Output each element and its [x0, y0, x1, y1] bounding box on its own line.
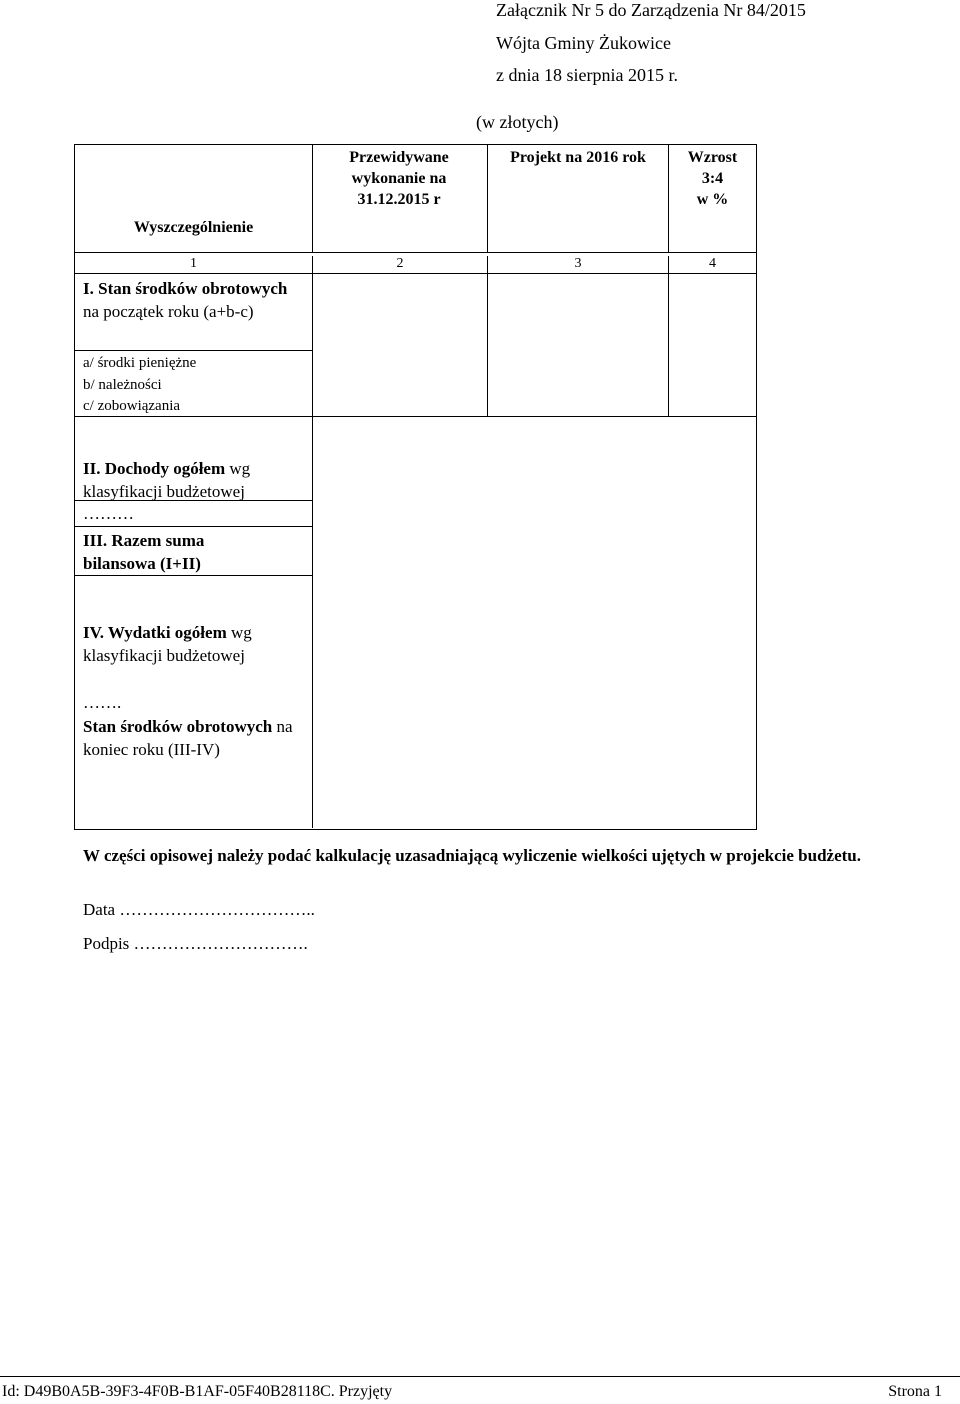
attachment-title: Załącznik Nr 5 do Zarządzenia Nr 84/2015 — [496, 0, 806, 20]
date-field-label: Data …………………………….. — [83, 900, 315, 919]
row-divider — [75, 526, 312, 527]
col-number: 2 — [313, 256, 488, 275]
col-header-label: 3:4 — [701, 170, 724, 187]
row-opening-balance — [75, 277, 303, 323]
signature-field-label: Podpis …………………………. — [83, 934, 308, 953]
currency-unit: (w złotych) — [476, 112, 559, 132]
col-number: 3 — [488, 256, 669, 275]
row-label: na koniec roku (III-IV) — [83, 717, 293, 759]
col-header-label: Wzrost — [687, 149, 738, 166]
col-number-row — [75, 253, 756, 274]
row-income-dots: ……… — [83, 504, 134, 523]
col-divider — [312, 416, 313, 828]
row-label: na początek roku (a+b-c) — [83, 302, 254, 321]
page-number: Strona 1 — [888, 1383, 942, 1400]
header-col-forecast — [313, 145, 488, 252]
row-divider — [75, 350, 312, 351]
row-liabilities: c/ zobowiązania — [83, 398, 181, 414]
header-table — [74, 144, 757, 253]
attachment-date: z dnia 18 sierpnia 2015 r. — [496, 65, 678, 85]
data-table — [74, 253, 757, 830]
attachment-issuer: Wójta Gminy Żukowice — [496, 33, 671, 53]
col-header-label: Wyszczególnienie — [133, 219, 254, 236]
col-header-label: Przewidywane wykonanie na 31.12.2015 r — [349, 149, 449, 208]
header-col-project — [488, 145, 669, 252]
col-header-label: Projekt na 2016 rok — [510, 149, 646, 166]
col-header-label: w % — [696, 191, 729, 208]
row-label-bold: IV. Wydatki ogółem — [83, 623, 227, 642]
row-receivables: b/ należności — [83, 377, 162, 393]
row-label-bold: I. Stan środków obrotowych — [83, 279, 288, 298]
row-label-bold: II. Dochody ogółem — [83, 459, 226, 478]
row-label: wg klasyfikacji budżetowej — [83, 623, 252, 665]
row-closing-balance — [75, 715, 293, 761]
row-cash: a/ środki pieniężne — [83, 355, 197, 371]
col-number: 1 — [75, 256, 313, 275]
row-label: wg klasyfikacji budżetowej — [83, 459, 251, 501]
row-divider — [75, 575, 312, 576]
instruction-note: W części opisowej należy podać kalkulację uzasadniającą wyliczenie wielkości ujętych w projekcie budżetu. — [83, 846, 862, 865]
row-income — [75, 457, 298, 503]
document-id: Id: D49B0A5B-39F3-4F0B-B1AF-05F40B28118C. Przyjęty — [2, 1383, 393, 1400]
row-expenses — [75, 621, 283, 667]
row-balance-total: III. Razem suma bilansowa (I+II) — [83, 531, 205, 573]
col-number: 4 — [709, 256, 716, 271]
row-expenses-dots: ……. — [83, 693, 122, 712]
col-divider — [668, 274, 669, 416]
col-divider — [487, 274, 488, 416]
header-col-growth — [669, 145, 756, 252]
col-divider — [312, 274, 313, 416]
row-label-bold: Stan środków obrotowych — [83, 717, 273, 736]
header-col-description — [75, 145, 313, 252]
page-footer — [0, 1376, 960, 1404]
